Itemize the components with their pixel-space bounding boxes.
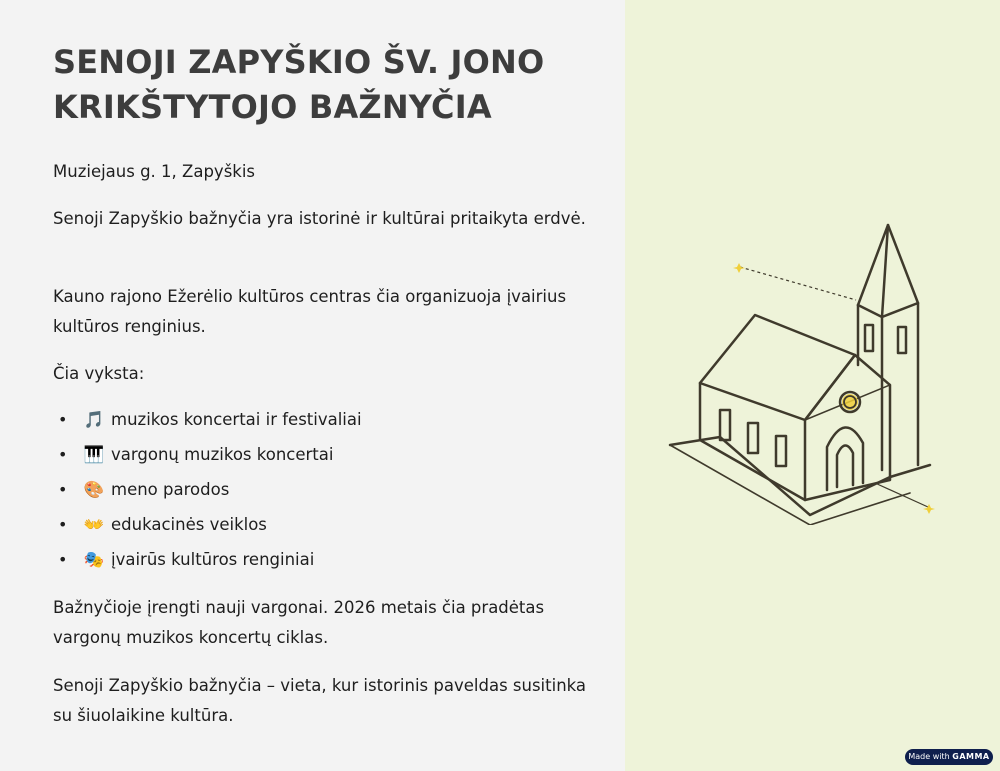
closing-paragraph: Senoji Zapyškio bažnyčia – vieta, kur istorinis paveldas susitinka su šiuolaikine kultūra. bbox=[53, 676, 587, 725]
piano-keys-icon: 🎹 bbox=[83, 445, 105, 464]
address-text: Muziejaus g. 1, Zapyškis bbox=[53, 162, 256, 181]
theater-masks-icon: 🎭 bbox=[83, 550, 105, 569]
musical-note-icon: 🎵 bbox=[83, 410, 105, 429]
church-illustration bbox=[660, 215, 960, 525]
list-item: • 🎭 įvairūs kultūros renginiai bbox=[53, 545, 553, 580]
list-item: • 👐 edukacinės veiklos bbox=[53, 510, 553, 545]
open-hands-icon: 👐 bbox=[83, 515, 105, 534]
events-heading: Čia vyksta: bbox=[53, 364, 145, 383]
made-with-gamma-badge[interactable]: Made with GAMMA bbox=[905, 749, 993, 765]
organ-paragraph: Bažnyčioje įrengti nauji vargonai. 2026 metais čia pradėtas vargonų muzikos koncertų ciklas. bbox=[53, 598, 545, 647]
intro-paragraph: Senoji Zapyškio bažnyčia yra istorinė ir kultūrai pritaikyta erdvė. bbox=[53, 209, 586, 228]
list-item: • 🎵 muzikos koncertai ir festivaliai bbox=[53, 405, 553, 440]
organizer-paragraph: Kauno rajono Ežerėlio kultūros centras čia organizuoja įvairius kultūros renginius. bbox=[53, 287, 567, 336]
events-list bbox=[53, 405, 553, 580]
list-item: • 🎹 vargonų muzikos koncertai bbox=[53, 440, 553, 475]
list-item: • 🎨 meno parodos bbox=[53, 475, 553, 510]
palette-icon: 🎨 bbox=[83, 480, 105, 499]
page-title: SENOJI ZAPYŠKIO ŠV. JONO KRIKŠTYTOJO BAŽNYČIA bbox=[53, 43, 545, 126]
